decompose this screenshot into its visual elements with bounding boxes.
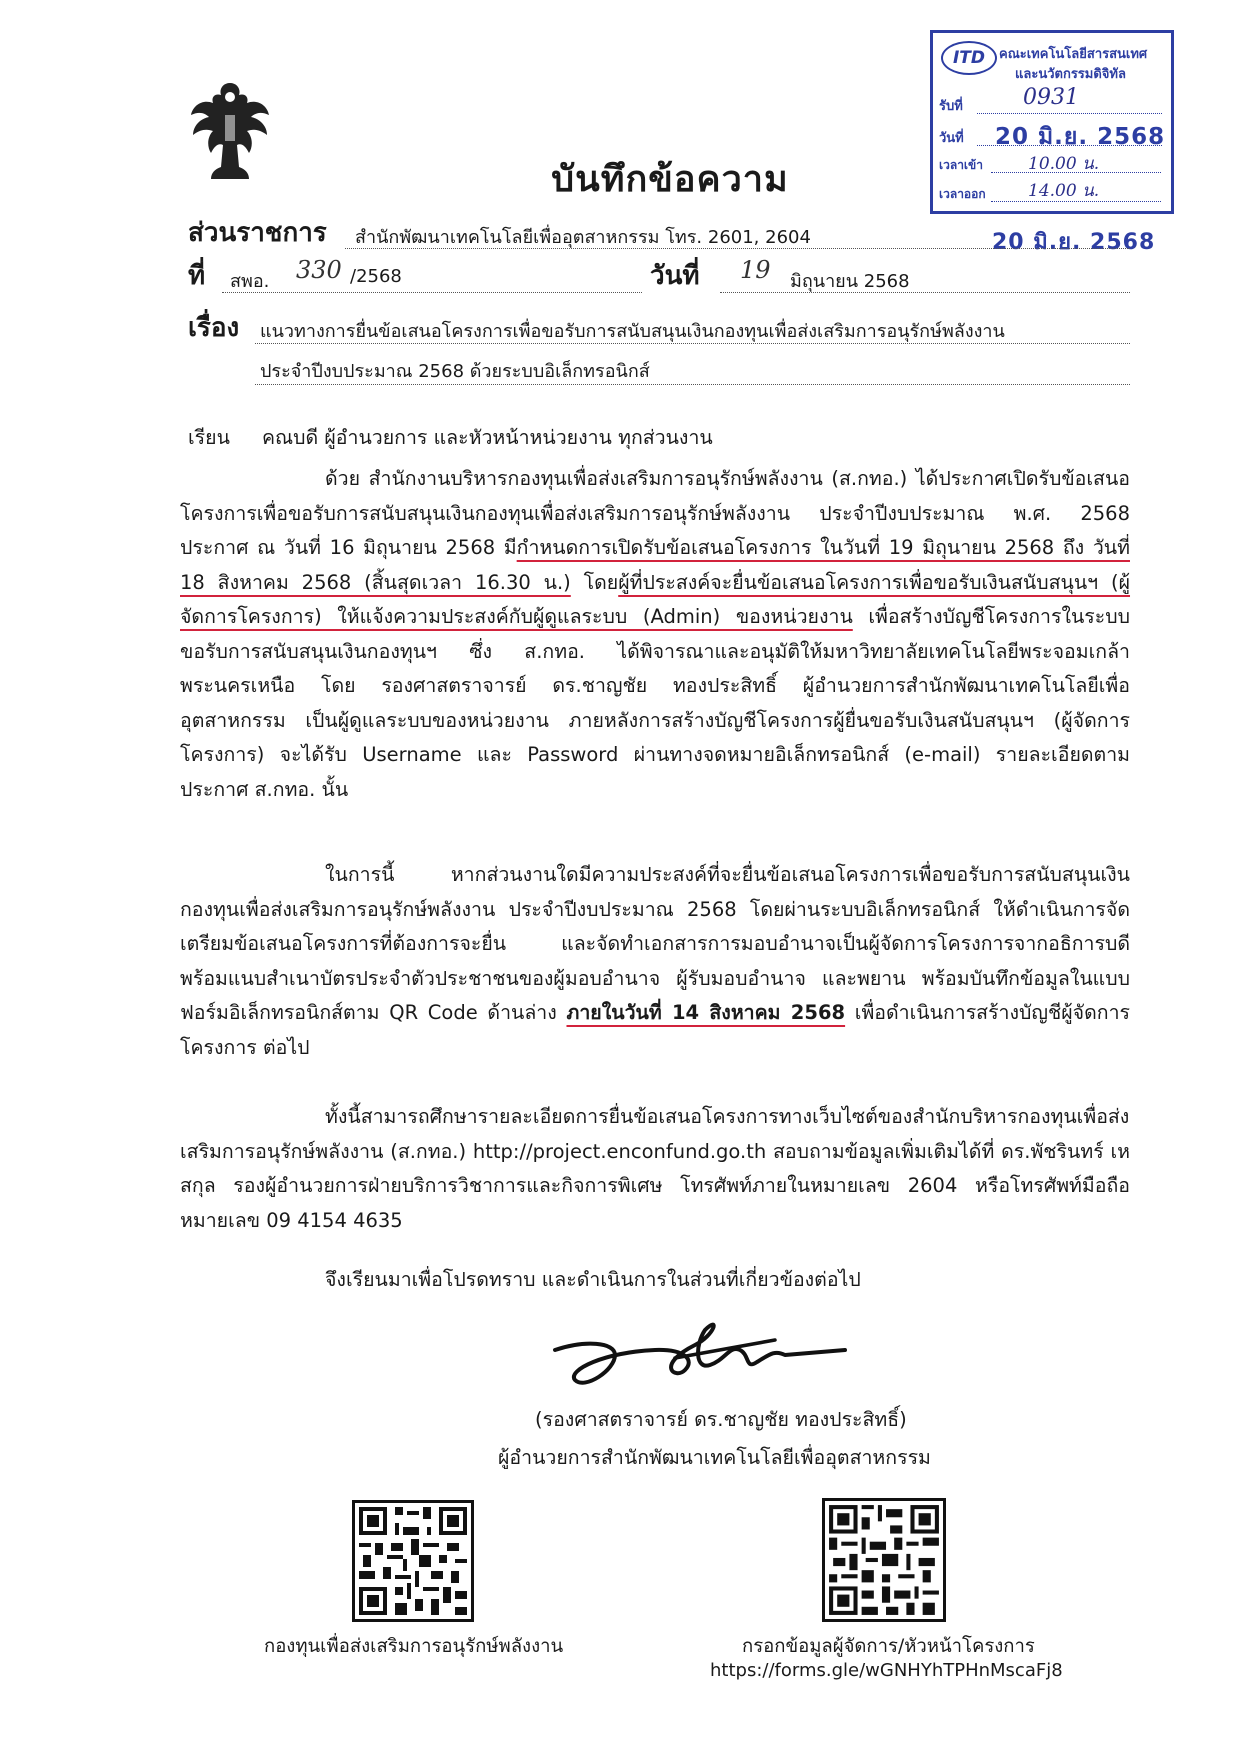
stamp-extra-date: 20 มิ.ย. 2568 <box>992 230 1156 255</box>
subject-dotline1 <box>255 343 1130 344</box>
stamp-recv-label: รับที่ <box>939 99 963 114</box>
paragraph-2-text: ในการนี้ หากส่วนงานใดมีความประสงค์ที่จะยื่นข้อเสนอโครงการเพื่อขอรับการสนับสนุนเงินกองทุนเพื่อส่งเสริมการอนุรักษ์พลังงาน ประจำปีงบประมาณ 2568 โดยผ่านระบบอิเล็กทรอนิกส์ ให้ดำเนินการจัดเตรียมข้อเสนอโครงการที่ต้องการจะยื่น และจัดทำเอกสารการมอบอำนาจเป็นผู้จัดการโครงการจากอธิการบดี พร้อมแนบสำเนาบัตรประจำตัวประชาชนของผู้มอบอำนาจ ผู้รับมอบอำนาจ และพยาน พร้อมบันทึกข้อมูลในแบบฟอร์มอิเล็กทรอนิกส์ตาม QR Code ด้านล่าง <box>180 863 1130 1024</box>
stamp-dotline <box>977 145 1162 146</box>
number-dotline <box>222 292 642 293</box>
stamp-time-out-label: เวลาออก <box>939 187 986 201</box>
stamp-dotline <box>991 201 1161 202</box>
garuda-emblem <box>185 75 275 185</box>
qr-code-form[interactable] <box>822 1498 946 1622</box>
signature <box>545 1310 865 1400</box>
signer-name: (รองศาสตราจารย์ ดร.ชาญชัย ทองประสิทธิ์) <box>535 1408 907 1431</box>
number-prefix: สพอ. <box>230 271 270 292</box>
stamp-dotline <box>991 172 1161 173</box>
paragraph-3-text: ทั้งนี้สามารถศึกษารายละเอียดการยื่นข้อเสนอโครงการทางเว็บไซต์ของสำนักบริหารกองทุนเพื่อส่งเสริมการอนุรักษ์พลังงาน (ส.กทอ.) http://project.enconfund.go.th สอบถามข้อมูลเพิ่มเติมได้ที่ ดร.พัชรินทร์ เหสกุล รองผู้อำนวยการฝ่ายบริการวิชาการและกิจการพิเศษ โทรศัพท์ภายในหมายเลข 2604 หรือโทรศัพท์มือถือหมายเลข 09 4154 4635 <box>180 1105 1130 1232</box>
date-label: วันที่ <box>650 261 700 291</box>
signer-title: ผู้อำนวยการสำนักพัฒนาเทคโนโลยีเพื่ออุตสาหกรรม <box>498 1446 931 1469</box>
stamp-recv-value: 0931 <box>1023 85 1079 110</box>
date-dotline <box>720 292 1130 293</box>
paragraph-1 <box>180 462 1130 807</box>
qr-right-url[interactable]: https://forms.gle/wGNHYhTPHnMscaFj8 <box>710 1660 1063 1681</box>
qr-code-enconfund[interactable] <box>352 1500 474 1622</box>
stamp-org-line1: คณะเทคโนโลยีสารสนเทศ <box>999 47 1148 62</box>
stamp-dotline <box>977 113 1162 114</box>
to-value: คณบดี ผู้อำนวยการ และหัวหน้าหน่วยงาน ทุกส่วนงาน <box>262 426 713 449</box>
stamp-date-value: 20 มิ.ย. 2568 <box>995 124 1166 150</box>
closing-text: จึงเรียนมาเพื่อโปรดทราบ และดำเนินการในส่วนที่เกี่ยวข้องต่อไป <box>325 1268 861 1291</box>
stamp-time-in-label: เวลาเข้า <box>939 158 983 172</box>
stamp-date-label: วันที่ <box>939 131 964 146</box>
subject-dotline2 <box>255 384 1130 385</box>
paragraph-2-text-2: เพื่อดำเนินการสร้างบัญชีผู้จัดการโครงการ ต่อไป <box>180 1001 1131 1059</box>
subject-line1: แนวทางการยื่นข้อเสนอโครงการเพื่อขอรับการสนับสนุนเงินกองทุนเพื่อส่งเสริมการอนุรักษ์พลังงาน <box>260 321 1005 342</box>
paragraph-1-highlight-admin: ผู้ที่ประสงค์จะยื่นข้อเสนอโครงการเพื่อขอรับเงินสนับสนุนฯ (ผู้จัดการโครงการ) ให้แจ้งความประสงค์กับผู้ดูแลระบบ (Admin) ของหน่วยงาน <box>180 570 1131 628</box>
paragraph-1-text: ด้วย สำนักงานบริหารกองทุนเพื่อส่งเสริมการอนุรักษ์พลังงาน (ส.กทอ.) ได้ประกาศเปิดรับข้อเสนอโครงการเพื่อขอรับการสนับสนุนเงินกองทุนเพื่อส่งเสริมการอนุรักษ์พลังงาน ประจำปีงบประมาณ พ.ศ. 2568 ประกาศ ณ วันที่ 16 มิถุนายน 2568 มี <box>180 467 1130 559</box>
received-stamp <box>930 30 1174 214</box>
agency-label: ส่วนราชการ <box>188 218 327 248</box>
paragraph-2 <box>180 858 1130 1065</box>
stamp-time-in-value: 10.00 น. <box>1028 154 1100 174</box>
to-label: เรียน <box>188 426 230 449</box>
qr-right-caption: กรอกข้อมูลผู้จัดการ/หัวหน้าโครงการ <box>742 1636 1035 1657</box>
paragraph-2-deadline: ภายในวันที่ 14 สิงหาคม 2568 <box>566 1001 846 1024</box>
paragraph-1-text-3: เพื่อสร้างบัญชีโครงการในระบบขอรับการสนับสนุนเงินกองทุนฯ ซึ่ง ส.กทอ. ได้พิจารณาและอนุมัติให้มหาวิทยาลัยเทคโนโลยีพระจอมเกล้าพระนครเหนือ โดย รองศาสตราจารย์ ดร.ชาญชัย ทองประสิทธิ์ ผู้อำนวยการสำนักพัฒนาเทคโนโลยีเพื่ออุตสาหกรรม เป็นผู้ดูแลระบบของหน่วยงาน ภายหลังการสร้างบัญชีโครงการผู้ยื่นขอรับเงินสนับสนุนฯ (ผู้จัดการโครงการ) จะได้รับ Username และ Password ผ่านทางจดหมายอิเล็กทรอนิกส์ (e-mail) รายละเอียดตามประกาศ ส.กทอ. นั้น <box>180 605 1130 801</box>
date-rest: มิถุนายน 2568 <box>790 271 910 292</box>
paragraph-1-text-2: โดย <box>570 570 619 594</box>
date-day-hand: 19 <box>740 256 771 284</box>
agency-dotline <box>345 248 1130 249</box>
memo-title: บันทึกข้อความ <box>551 159 789 200</box>
subject-line2: ประจำปีงบประมาณ 2568 ด้วยระบบอิเล็กทรอนิกส์ <box>260 361 650 382</box>
qr-left-caption: กองทุนเพื่อส่งเสริมการอนุรักษ์พลังงาน <box>264 1636 564 1657</box>
subject-label: เรื่อง <box>188 313 240 343</box>
number-label: ที่ <box>188 261 206 291</box>
stamp-org-line2: และนวัตกรรมดิจิทัล <box>1015 67 1126 82</box>
paragraph-1-highlight-schedule: กำหนดการเปิดรับข้อเสนอโครงการ ในวันที่ 19 มิถุนายน 2568 ถึง วันที่ 18 สิงหาคม 2568 (สิ้นสุดเวลา 16.30 น.) <box>180 536 1130 594</box>
paragraph-3 <box>180 1100 1130 1238</box>
stamp-logo: ITD <box>941 41 997 75</box>
number-hand: 330 <box>296 256 342 284</box>
agency-value: สำนักพัฒนาเทคโนโลยีเพื่ออุตสาหกรรม โทร. 2601, 2604 <box>355 227 811 248</box>
stamp-time-out-value: 14.00 น. <box>1028 181 1100 201</box>
number-suffix: /2568 <box>350 266 402 287</box>
